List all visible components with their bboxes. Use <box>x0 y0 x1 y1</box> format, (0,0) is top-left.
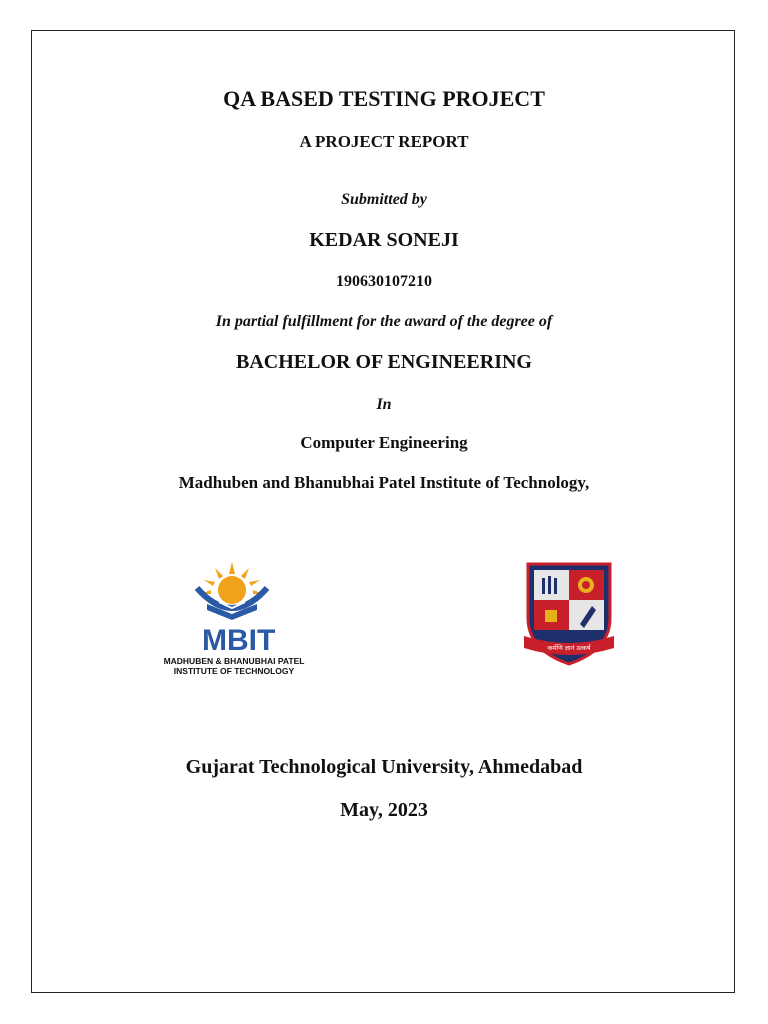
submitted-by-label: Submitted by <box>341 191 427 208</box>
enrollment-number: 190630107210 <box>336 273 432 290</box>
gtu-emblem <box>518 558 620 668</box>
svg-text:कर्मणि ज्ञानं उत्कर्ष: कर्मणि ज्ञानं उत्कर्ष <box>547 644 591 652</box>
gtu-emblem-icon <box>518 558 620 668</box>
author-name: KEDAR SONEJI <box>309 229 459 251</box>
in-label: In <box>376 396 392 413</box>
mbit-logo <box>157 558 312 678</box>
page-border <box>31 30 735 993</box>
branch-name: Computer Engineering <box>300 433 468 452</box>
institute-name: Madhuben and Bhanubhai Patel Institute of Technology, <box>178 473 590 492</box>
fulfillment-statement: In partial fulfillment for the award of the degree of <box>215 313 553 330</box>
degree-name: BACHELOR OF ENGINEERING <box>236 351 532 373</box>
report-title: QA BASED TESTING PROJECT <box>223 86 545 111</box>
svg-text:MADHUBEN & BHANUBHAI PATEL: MADHUBEN & BHANUBHAI PATEL <box>163 656 305 666</box>
svg-text:INSTITUTE OF TECHNOLOGY: INSTITUTE OF TECHNOLOGY <box>173 666 295 676</box>
submission-date: May, 2023 <box>340 799 428 821</box>
svg-text:MBIT: MBIT <box>202 624 276 657</box>
report-subtitle: A PROJECT REPORT <box>299 132 469 151</box>
university-name: Gujarat Technological University, Ahmedabad <box>185 756 583 778</box>
mbit-logo-icon <box>157 558 312 678</box>
